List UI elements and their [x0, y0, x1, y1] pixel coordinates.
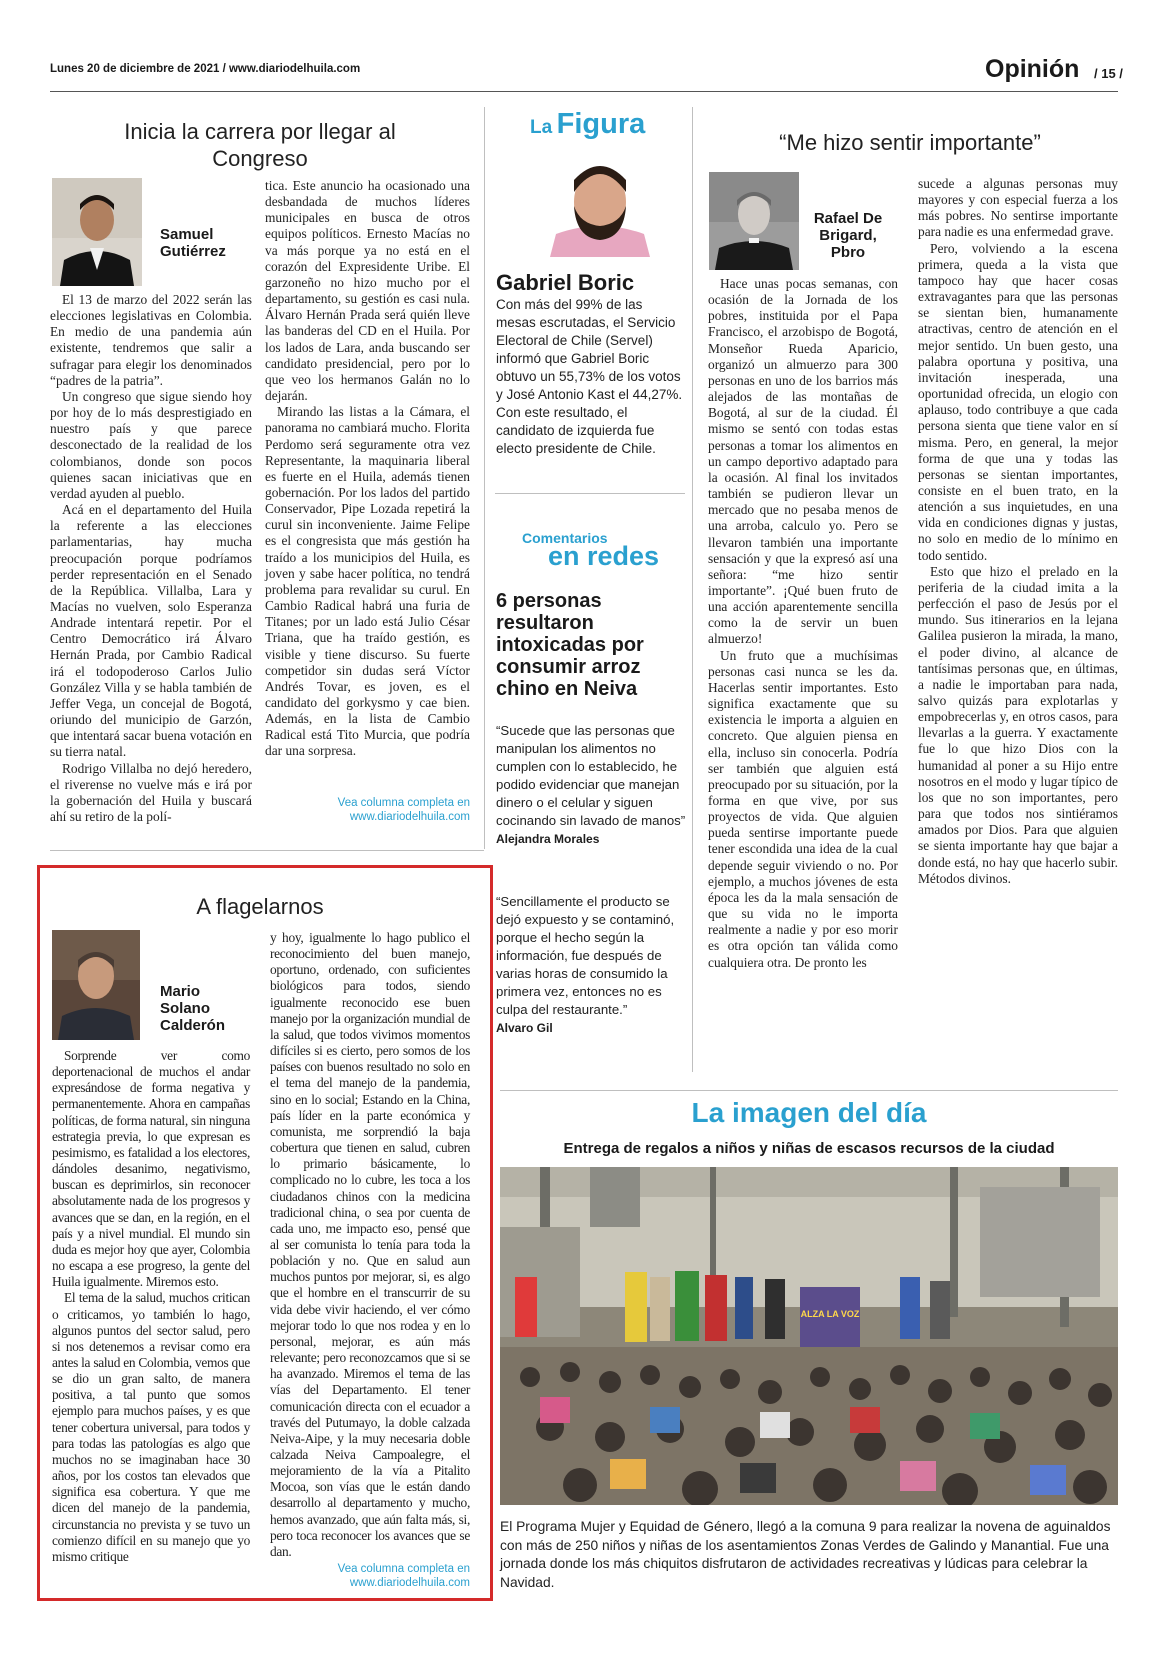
divider-2	[692, 107, 693, 1072]
paragraph: Hace unas pocas semanas, con ocasión de la Jornada de los pobres, instituida por el Papa Francisco, el arzobispo de Bogotá, Monseñor Rueda Aparicio, organizó un almuerzo para 300 personas en uno de los barrios más alejados de las montañas de Bogotá, al sur de la ciudad. Él mismo se sentó con todas estas personas a tomar los alimentos en un campo deportivo adaptado para la ocasión. Al final los invitados también se pudieron llevar un mercado que no pesaba menos de una arroba, calculo yo. Pero se llevaron también una importante sensación y que la expresó así una señora: “me hizo sentir importante”. ¡Qué buen fruto de una acción aparentemente sencilla como la de servir un buen almuerzo!	[708, 276, 898, 647]
column1-title: Inicia la carrera por llegar al Congreso	[124, 119, 396, 171]
figura-name: Gabriel Boric	[496, 270, 635, 295]
header-date-site: Lunes 20 de diciembre de 2021 / www.diariodelhuila.com	[50, 63, 361, 75]
imagen-banner-text: ALZA LA VOZ	[800, 1309, 860, 1319]
paragraph: Un congreso que sigue siendo hoy por hoy de lo más desprestigiado en nuestro país y que parece desconectado de la realidad de los colombianos, donde son pocos quienes sacan iniciativas que en verdad ayuden al pueblo.	[50, 388, 252, 501]
author-name-brigard: Rafael De Brigard, Pbro	[813, 210, 883, 261]
paragraph: Un fruto que a muchísimas personas casi nunca se les da. Hacerlas sentir importantes. Esto significa exactamente que su existencia le importa a alguien en concreto. Que alguien piensa en ella, incluso sin conocerla. Podría ser también que alguien está preocupado por su situación, por la forma en que vive, por sus proyectos de vida. Que alguien pueda sentirse importante puede tener escondida una idea de la cual depende seguir viviendo o no. Por ejemplo, a muchos jóvenes de esta época les da la mala sensación de que su vida no le importa realmente a nadie y por eso morir es otra opción tan válida como cualquiera otra. De pronto les	[708, 647, 898, 970]
comment-quote: “Sencillamente el producto se dejó expuesto y se contaminó, porque el hecho según la información, fue después de varias horas de consumido la primera vez, entonces no es culpa del restaurante.”	[496, 894, 675, 1017]
divider-1	[484, 107, 485, 849]
author-name-gutierrez: Samuel Gutiérrez	[160, 226, 226, 260]
header-rule	[50, 91, 1118, 92]
column3-text-b	[918, 176, 1118, 887]
figura-title: Figura	[556, 108, 646, 140]
paragraph: Mirando las listas a la Cámara, el panorama no cambiará mucho. Florita Perdomo será seguramente otra vez Representante, la maquinaria liberal es fuerte en el Huila, además tienen gobernación. Por los lados del partido Conservador, Pipe Lozada repetirá la curul sin inconveniente. Jaime Felipe es el congresista que más gestión ha traído a los municipios del Huila, es joven y sabe hacer política, no tendrá problema para revalidar su curul. En Cambio Radical habrá una furia de Titanes; por un lado está Julio César Triana, que ha traído gestión, es visible y tiene discurso. Su fuerte competidor sin dudas será Víctor Andrés Tovar, es joven, es el candidato del gorkysmo y cae bien. Además, en la lista de Cambio Radical está Tito Murcia, que podría dar una sorpresa.	[265, 404, 470, 759]
comment-author: Alejandra Morales	[496, 832, 600, 846]
imagen-photo	[500, 1167, 1118, 1505]
imagen-top-rule	[500, 1090, 1118, 1091]
figura-photo	[540, 152, 660, 257]
column2-more-link[interactable]: Vea columna completa en www.diariodelhuila.com	[337, 1563, 470, 1589]
paragraph: Sorprende ver como deportenacional de muchos el andar expresándose de forma negativa y permanentemente. Ahora en campañas políticas, de forma natural, sin ninguna estrategia previa, lo que expresan es pesimismo, es fatalidad a los electores, dándoles desanimo, negativismo, buscan es deprimirlos, sin reconocer absolutamente nada de los progresos y avances que se dan, en la región, en el país y a nivel mundial. El mundo sin duda es mejor hoy que ayer, Colombia no escapa a ese progreso, la gente del Huila igualmente. Miremos esto.	[52, 1048, 250, 1290]
column3-text-a	[708, 276, 898, 971]
column1-text-a	[50, 292, 252, 825]
divider-h-left	[50, 850, 484, 851]
imagen-title: La imagen del día	[691, 1097, 927, 1128]
author-name-solano: Mario Solano Calderón	[160, 983, 226, 1034]
redes-comment-1	[496, 722, 686, 846]
paragraph: El tema de la salud, muchos critican o criticamos, yo también lo hago, algunos puntos del sector salud, pero si nos detenemos a revisar como era antes la salud en Colombia, vemos que se dio un gran salto, de manera positiva, a tal punto que somos ejemplo para muchos países, y es que tener cobertura universal, para todos y para todas las patologías es algo que muchos no se imaginaban hace 30 años, por los costos tan elevados que significa esa cobertura. Y que me dicen del manejo de la pandemia, circunstancia no prevista y se tuvo un comienzo difícil en su manejo que yo mismo critique	[52, 1290, 250, 1564]
redes-headline: 6 personas resultaron intoxicadas por consumir arroz chino en Neiva	[496, 590, 644, 700]
column2-text-a	[52, 1048, 250, 1565]
author-photo-gutierrez	[52, 178, 142, 286]
page-number: / 15 /	[1094, 66, 1123, 81]
redes-title: en redes	[548, 541, 660, 571]
paragraph: Rodrigo Villalba no dejó heredero, el riverense no vuelve más e irá por la gobernación del Huila y buscará ahí su retiro de la polí-	[50, 760, 252, 824]
paragraph: El 13 de marzo del 2022 serán las elecciones legislativas en Colombia. En medio de una pandemia aún existente, tendremos que salir a sufragar para elegir los denominados “padres de la patria”.	[50, 292, 252, 388]
author-photo-solano	[52, 930, 140, 1040]
redes-comment-2	[496, 893, 686, 1035]
imagen-caption: El Programa Mujer y Equidad de Género, llegó a la comuna 9 para realizar la novena de aguinaldos con más de 250 niños y niñas de los asentamientos Zonas Verdes de Galindo y Manantial. Fue una jornada donde los más chiquitos disfrutaron de actividades recreativas y lúdicas para celebrar la Navidad.	[500, 1519, 1111, 1590]
paragraph: sucede a algunas personas muy mayores y con especial fuerza a los más pobres. No sentirse importante para nadie es una enfermedad grave.	[918, 176, 1118, 240]
imagen-subtitle: Entrega de regalos a niños y niñas de escasos recursos de la ciudad	[563, 1140, 1055, 1157]
comment-author: Alvaro Gil	[496, 1021, 553, 1035]
figura-kicker: La	[530, 117, 553, 138]
column1-text-b	[265, 178, 470, 760]
figura-text: Con más del 99% de las mesas escrutadas, el Servicio Electoral de Chile (Servel) informó que Gabriel Boric obtuvo un 55,73% de los votos y José Antonio Kast el 44,27%. Con este resultado, el candidato de izquierda fue electo presidente de Chile.	[496, 297, 683, 456]
figura-header	[530, 108, 670, 141]
column1-more-link[interactable]: Vea columna completa en www.diariodelhuila.com	[337, 797, 470, 823]
paragraph: tica. Este anuncio ha ocasionado una desbandada de muchos líderes municipales en busca de otros equipos políticos. Ernesto Macías no va más porque ya no está en el corazón del Expresidente Uribe. El garzoneño no hizo mucho por el departamento, su gestión es casi nula. Álvaro Hernán Prada será quién lleve las banderas del CD en el Huila. Por los lados de Lara, anda buscando ser candidato presidencial, pero por lo que veo los hermanos Galán no lo dejarán.	[265, 178, 470, 404]
divider-h-figura	[495, 493, 685, 494]
redes-kicker: Comentarios	[522, 530, 608, 546]
author-photo-brigard	[709, 172, 799, 270]
paragraph: Pero, volviendo a la escena primera, queda a la vista que tampoco hay que hacer cosas extravagantes para que las personas se sientan bien, humanamente atractivas, centro de atención en el mejor sentido. Un buen gesto, una palabra oportuna y positiva, una invitación inesperada, una oportunidad ofrecida, un elogio con aplauso, todo contribuye a que cada persona sienta que tiene valor en sí misma. Pero, en general, la mejor forma de que una y todas las personas se sientan importantes, consiste en el buen trato, en la atención a sus inquietudes, en una vida en condiciones dignas y justas, no solo en medio de lo mínimo en todo sentido.	[918, 240, 1118, 563]
column2-title: A flagelarnos	[196, 894, 324, 919]
paragraph: y hoy, igualmente lo hago publico el reconocimiento del buen manejo, oportuno, ordenado, con suficientes biológicos para todos, siendo igualmente reconocido ese buen manejo por la organización mundial de la salud, que todos vivimos momentos difíciles si es cierto, pero somos de los países con buenos resultado no solo en el tema del manejo de la pandemia, sino en lo social; Estando en la China, país líder en la parte económica y comunista, me sorprendió la baja cobertura que tienen en salud, cubren lo primario básicamente, lo complicado no lo cubre, les toca a los ciudadanos chinos con la medicina tradicional china, o sea por cuenta de cada uno, me impacto eso, pensé que al ser comunista lo tenía para toda la población y no. Que en salud aun muchos puntos por mejorar, si, es algo que el hombre en el transcurrir de su vida debe vivir haciendo, el ver cómo mejorar todo lo que nos rodea y en lo personal, mejorar, es aún más relevante; pero reconozcamos que si se ha avanzado. Miremos el tema de las vías del Departamento. El tener comunicación directa con el ecuador a través del Putumayo, la doble calzada Neiva-Aipe, y la muy necesaria doble calzada Neiva Campoalegre, el mejoramiento de la vía a Pitalito Mocoa, son vías que le están dando desarrollo al departamento y mucho, hemos avanzado, que aún falta más, si, pero toca reconocer los avances que se dan.	[270, 930, 470, 1559]
column2-text-b	[270, 930, 470, 1560]
section-title: Opinión	[985, 55, 1080, 83]
paragraph: Acá en el departamento del Huila la referente a las elecciones parlamentarias, hay mucha preocupación porque podríamos perder representación en el Senado de la República. Villalba, Lara y Macías no vuelven, solo Esperanza Andrade intentará repetir. Por el Centro Democrático irá Álvaro Hernán Prada, por Cambio Radical irá el todopoderoso Carlos Julio González Villa y se habla también de Jeffer Vega, un concejal de Bogotá, oriundo del municipio de Garzón, que intentará sacar buena votación en su tierra natal.	[50, 502, 252, 760]
column3-title: “Me hizo sentir importante”	[779, 130, 1041, 155]
paragraph: Esto que hizo el prelado en la periferia de la ciudad imita a la perfección el paso de Jesús por el mundo. Sus itinerarios en la lejana Galilea pusieron la mirada, la mano, el poder divino, al alcance de tantísimas personas que, en últimas, a nadie le importaban para nada, salvo quizás para explotarlas y empobrecerlas y, en otros casos, para llevarlas a la guerra. Y exactamente fue lo que hizo Dios con la humanidad al poner a su Hijo entre nosotros en el modo y lugar típico de los que no son importantes, pero para que todos nos sintiéramos amados por Dios. Para que alguien se sienta importante hay que bajar a donde está, no hay que hacerlo subir. Métodos divinos.	[918, 563, 1118, 886]
comment-quote: “Sucede que las personas que manipulan los alimentos no cumplen con lo establecido, he podido evidenciar que manejan dinero o el celular y siguen cocinando sin lavado de manos”	[496, 723, 686, 828]
